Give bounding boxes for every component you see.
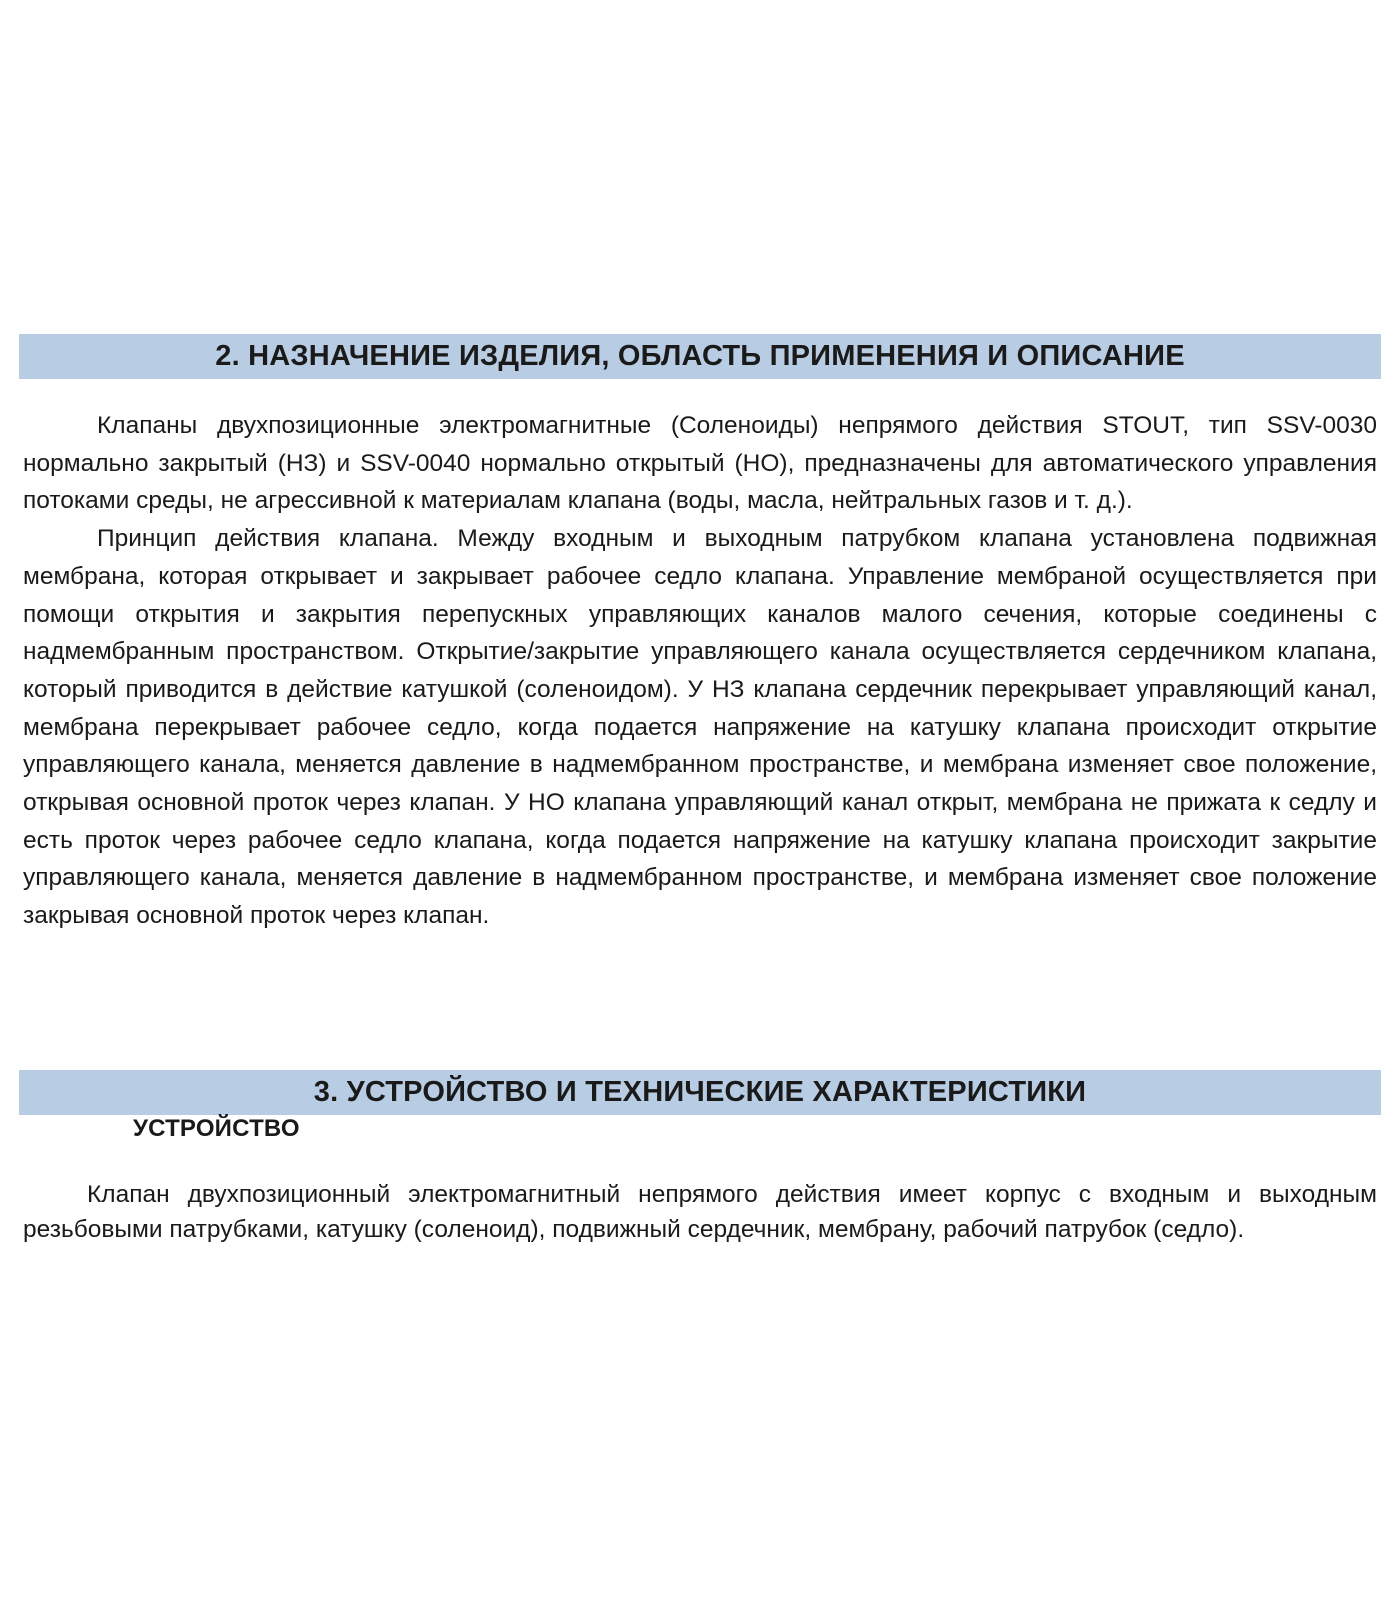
section-2-body [23,407,1377,935]
section-2-title: 2. НАЗНАЧЕНИЕ ИЗДЕЛИЯ, ОБЛАСТЬ ПРИМЕНЕНИЯ И ОПИСАНИЕ [215,340,1185,372]
section-3-paragraph-device: Клапан двухпозиционный электромагнитный непрямого действия имеет корпус с входным и выходным резьбовыми патрубками, катушку (соленоид), подвижный сердечник, мембрану, рабочий патрубок (седло). [23,1181,1377,1243]
section-2-paragraph-purpose: Клапаны двухпозиционные электромагнитные (Соленоиды) непрямого действия STOUT, тип SSV-0030 нормально закрытый (НЗ) и SSV-0040 нормально открытый (НО), предназначены для автоматического управления потоками среды, не агрессивной к материалам клапана (воды, масла, нейтральных газов и т. д.). [23,412,1377,515]
section-2-header [19,334,1381,379]
section-2-paragraph-principle: Принцип действия клапана. Между входным и выходным патрубком клапана установлена подвижная мембрана, которая открывает и закрывает рабочее седло клапана. Управление мембраной осуществляется при помощи открытия и закрытия перепускных управляющих каналов малого сечения, которые соединены с надмембранным пространством. Открытие/закрытие управляющего канала осуществляется сердечником клапана, который приводится в действие катушкой (соленоидом). У НЗ клапана сердечник перекрывает управляющий канал, мембрана перекрывает рабочее седло, когда подается напряжение на катушку клапана происходит открытие управляющего канала, меняется давление в надмембранном пространстве, и мембрана изменяет свое положение, открывая основной проток через клапан. У НО клапана управляющий канал открыт, мембрана не прижата к седлу и есть проток через рабочее седло клапана, когда подается напряжение на катушку клапана происходит закрытие управляющего канала, меняется давление в надмембранном пространстве, и мембрана изменяет свое положение закрывая основной проток через клапан. [23,525,1377,930]
section-3-title: 3. УСТРОЙСТВО И ТЕХНИЧЕСКИЕ ХАРАКТЕРИСТИКИ [313,1076,1087,1108]
section-3-body [23,1178,1377,1247]
section-3-header [19,1070,1381,1115]
section-3-subheading: УСТРОЙСТВО [133,1115,300,1142]
